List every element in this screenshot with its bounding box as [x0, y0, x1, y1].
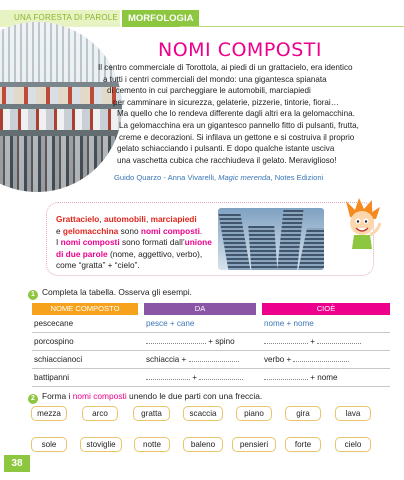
word-chip[interactable]: mezza	[31, 406, 67, 421]
word-chip[interactable]: arco	[82, 406, 118, 421]
page-title: NOMI COMPOSTI	[158, 39, 323, 61]
table-header-da: DA	[144, 303, 256, 315]
table-header-cioe: CIOÈ	[262, 303, 390, 315]
table-row: battipanni + + nome	[32, 369, 390, 387]
exercise-2-instruction: 2 Forma i nomi composti unendo le due parti con una freccia.	[28, 391, 262, 404]
story-line: Ma quello che lo rendeva differente dagli altri era la gelomacchina.	[117, 109, 355, 119]
word-chip[interactable]: scaccia	[183, 406, 223, 421]
series-title: UNA FORESTA DI PAROLE	[14, 13, 118, 22]
word-chip[interactable]: forte	[285, 437, 321, 452]
story-line: La gelomacchina era un gigantesco pannello fitto di pulsanti, frutta,	[119, 121, 359, 130]
answer-blank[interactable]	[199, 373, 243, 380]
answer-blank[interactable]	[146, 373, 190, 380]
answer-blank[interactable]	[189, 355, 239, 362]
mascot-icon	[342, 197, 382, 249]
answer-blank[interactable]	[146, 337, 206, 344]
word-chip[interactable]: gratta	[133, 406, 170, 421]
page-number: 38	[4, 455, 30, 472]
table-row: pescecane pesce + cane nome + nome	[32, 315, 390, 333]
exercise-1-instruction: 1 Completa la tabella. Osserva gli esempi.	[28, 287, 192, 300]
answer-blank[interactable]	[264, 373, 308, 380]
answer-blank[interactable]	[264, 337, 308, 344]
skyscraper-photo	[218, 208, 324, 270]
section-tag: MORFOLOGIA	[122, 10, 199, 27]
answer-blank[interactable]	[317, 337, 361, 344]
table-header-nome: NOME COMPOSTO	[32, 303, 138, 315]
story-line: di cemento in cui parcheggiare le automobili, marciapiedi	[107, 86, 311, 96]
header-rule	[180, 26, 404, 27]
table-row: porcospino + spino +	[32, 333, 390, 351]
word-chip[interactable]: stoviglie	[80, 437, 122, 452]
word-chip[interactable]: piano	[236, 406, 272, 421]
story-line: Il centro commerciale di Torottola, ai piedi di un grattacielo, era identico	[98, 63, 353, 72]
story-line: una vaschetta cubica che racchiudeva il gelato. Meraviglioso!	[117, 155, 337, 165]
story-line: gelato schiacciando i pulsanti. E dopo qualche istante usciva	[117, 144, 335, 154]
word-chip[interactable]: cielo	[335, 437, 371, 452]
exercise-number-badge: 2	[28, 394, 38, 404]
definition-box	[46, 202, 374, 276]
definition-text: Grattacielo, automobili, marciapiedi e gelomacchina sono nomi composti. I nomi composti sono formati dall’unione di due parole (nome, aggettivo, verbo), come “gratta” + “cielo”.	[56, 214, 212, 271]
answer-blank[interactable]	[293, 355, 349, 362]
table-row: schiaccianoci schiaccia + verbo +	[32, 351, 390, 369]
word-chip[interactable]: lava	[335, 406, 371, 421]
shopping-mall-photo	[0, 22, 122, 192]
story-line: per camminare in sicurezza, gelaterie, pizzerie, tintorie, fiorai…	[113, 97, 339, 107]
story-line: creme e decorazioni. Si infilava un gettone e si costruiva il proprio	[119, 132, 355, 142]
word-chip[interactable]: pensieri	[232, 437, 276, 452]
word-chip[interactable]: notte	[134, 437, 170, 452]
exercise-number-badge: 1	[28, 290, 38, 300]
word-chip[interactable]: sole	[31, 437, 67, 452]
word-chip[interactable]: gira	[285, 406, 321, 421]
story-line: a tutti i centri commerciali del mondo: una gigantesca spianata	[103, 74, 327, 84]
story-credit: Guido Quarzo - Anna Vivarelli, Magic merenda, Notes Edizioni	[114, 173, 324, 182]
word-chip[interactable]: baleno	[183, 437, 223, 452]
